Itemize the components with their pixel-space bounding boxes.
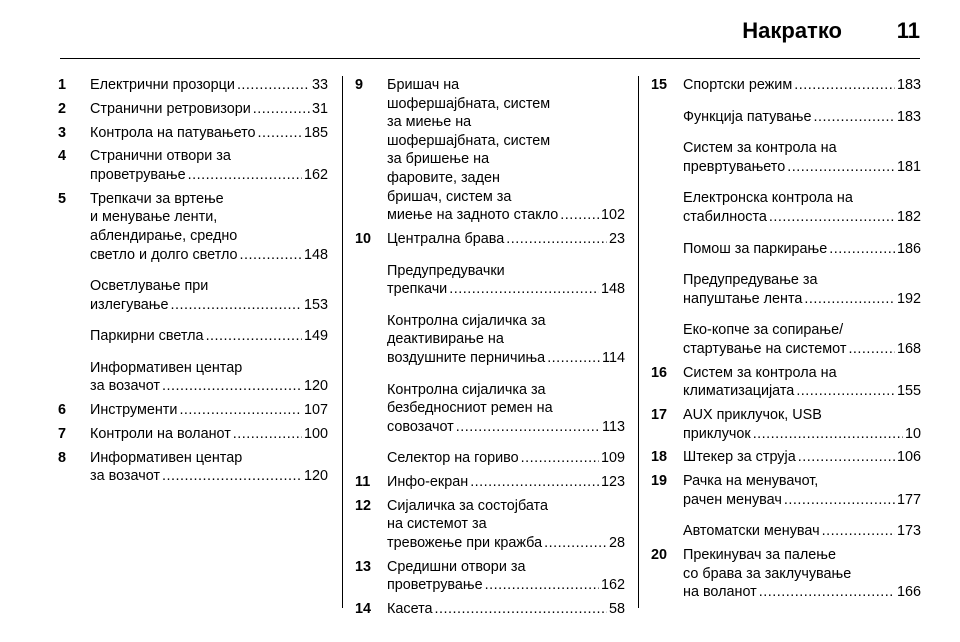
dot-leader	[253, 100, 310, 119]
item-number: 11	[355, 474, 371, 491]
item-number: 9	[355, 77, 364, 93]
entry-last-line	[90, 467, 328, 486]
entry-text: Паркирни светла	[90, 328, 204, 345]
item-number: 20	[651, 547, 668, 564]
entry-last-line	[387, 449, 625, 468]
entry-text: рачен менувач	[683, 491, 782, 508]
entry-text: аблендирање, средно	[90, 227, 238, 244]
entry-text: за возачот	[90, 378, 160, 395]
entry-last-line	[90, 327, 328, 346]
index-entry	[58, 100, 328, 119]
entry-text: Помош за паркирање	[683, 240, 828, 257]
page-reference: 181	[896, 158, 921, 175]
item-number: 2	[58, 100, 67, 117]
index-entry	[58, 359, 328, 396]
entry-text: Контрола на патувањето	[90, 124, 256, 141]
index-column-2	[355, 76, 625, 619]
page-reference: 173	[896, 523, 921, 540]
item-number: 1	[58, 77, 67, 93]
entry-last-line	[683, 448, 921, 467]
index-entry	[651, 448, 921, 467]
index-entry	[651, 546, 921, 602]
entry-last-line	[683, 108, 921, 127]
index-entry	[58, 449, 328, 486]
dot-leader	[547, 349, 600, 368]
dot-leader	[258, 124, 302, 143]
page-reference: 123	[600, 474, 625, 491]
dot-leader	[521, 449, 599, 468]
entry-last-line	[683, 290, 921, 309]
entry-text: Систем за контрола на	[683, 364, 837, 381]
index-entry	[58, 327, 328, 346]
page-reference: 107	[303, 402, 328, 419]
entry-text: Информативен центар	[90, 359, 243, 376]
entry-text: шофершајбната, систем	[387, 95, 551, 112]
entry-last-line	[90, 76, 328, 95]
entry-text: фаровите, заден	[387, 169, 500, 186]
dot-leader	[237, 76, 310, 95]
entry-last-line	[683, 208, 921, 227]
entry-last-line	[387, 534, 625, 553]
dot-leader	[829, 240, 895, 259]
header-divider	[60, 58, 920, 59]
page-reference: 100	[303, 426, 328, 443]
entry-text: Осветлување при	[90, 278, 209, 295]
entry-last-line	[387, 230, 625, 249]
page-reference: 149	[303, 328, 328, 345]
entry-text: бришач, систем за	[387, 188, 512, 205]
entry-text: Селектор на гориво	[387, 450, 519, 467]
page-number: 11	[896, 18, 920, 43]
item-number: 19	[651, 473, 668, 490]
entry-text: на системот за	[387, 516, 487, 533]
entry-last-line	[683, 522, 921, 541]
entry-text: Систем за контрола на	[683, 140, 837, 157]
index-entry	[58, 401, 328, 420]
entry-text: за бришење на	[387, 151, 490, 168]
entry-last-line	[683, 158, 921, 177]
page-reference: 153	[303, 296, 328, 313]
entry-text: приклучок	[683, 425, 751, 442]
entry-text: за миење на	[387, 114, 472, 131]
entry-last-line	[90, 296, 328, 315]
item-number: 14	[355, 601, 372, 618]
item-number: 12	[355, 497, 372, 514]
page-reference: 113	[602, 418, 625, 435]
column-divider	[342, 76, 343, 608]
dot-leader	[456, 418, 600, 437]
dot-leader	[804, 290, 895, 309]
entry-last-line	[90, 425, 328, 444]
entry-last-line	[90, 401, 328, 420]
page-reference: 183	[896, 77, 921, 93]
dot-leader	[769, 208, 895, 227]
dot-leader	[759, 583, 895, 602]
dot-leader	[435, 600, 607, 619]
page-header	[60, 16, 920, 50]
entry-text: Трепкачи за вртење	[90, 190, 224, 207]
index-entry	[651, 139, 921, 176]
entry-text: со брава за заклучување	[683, 565, 852, 582]
dot-leader	[544, 534, 607, 553]
entry-text: тревожење при кражба	[387, 535, 543, 552]
item-number: 15	[651, 77, 668, 93]
entry-text: стартување на системот	[683, 340, 847, 357]
entry-last-line	[90, 246, 328, 265]
entry-last-line	[683, 491, 921, 510]
page-reference: 120	[303, 468, 328, 485]
index-entry	[355, 312, 625, 368]
entry-text: Рачка на менувачот,	[683, 473, 819, 490]
entry-text: Функција патување	[683, 108, 812, 125]
dot-leader	[485, 576, 599, 595]
index-entry	[58, 124, 328, 143]
index-entry	[651, 321, 921, 358]
entry-text: Електронска контрола на	[683, 190, 853, 207]
entry-text: Сијаличка за состојбата	[387, 497, 548, 514]
index-entry	[355, 449, 625, 468]
entry-text: стабилноста	[683, 208, 767, 225]
entry-text: Информативен центар	[90, 449, 243, 466]
page-reference: 183	[896, 108, 921, 125]
page-reference: 106	[896, 449, 921, 466]
page-reference: 109	[600, 450, 625, 467]
entry-last-line	[387, 418, 625, 437]
entry-last-line	[90, 377, 328, 396]
entry-last-line	[387, 349, 625, 368]
item-number: 5	[58, 190, 67, 207]
item-number: 3	[58, 124, 67, 141]
index-entry	[355, 381, 625, 437]
dot-leader	[206, 327, 302, 346]
page-reference: 168	[896, 340, 921, 357]
page-reference: 10	[904, 425, 921, 442]
column-divider	[638, 76, 639, 608]
entry-text: Централна брава	[387, 230, 505, 247]
entry-text: Странични отвори за	[90, 148, 231, 165]
dot-leader	[162, 467, 302, 486]
page-reference: 182	[896, 208, 921, 225]
entry-text: воздушните перничиња	[387, 349, 546, 366]
entry-text: Контролна сијаличка за	[387, 381, 546, 398]
index-entry	[651, 76, 921, 95]
index-entry	[651, 472, 921, 509]
entry-last-line	[683, 425, 921, 444]
dot-leader	[798, 448, 895, 467]
dot-leader	[848, 340, 895, 359]
entry-text: и менување ленти,	[90, 209, 218, 226]
index-entry	[651, 522, 921, 541]
page-reference: 28	[608, 535, 625, 552]
index-entry	[58, 277, 328, 314]
entry-text: шофершајбната, систем	[387, 132, 551, 149]
page-reference: 186	[896, 240, 921, 257]
entry-last-line	[683, 583, 921, 602]
page-title: Накратко	[742, 18, 842, 43]
index-entry	[355, 262, 625, 299]
page-reference: 155	[896, 383, 921, 400]
entry-text: Контроли на воланот	[90, 426, 231, 443]
page-reference: 114	[602, 349, 625, 366]
entry-text: Еко-копче за сопирање/	[683, 322, 844, 339]
item-number: 8	[58, 449, 67, 466]
entry-last-line	[387, 600, 625, 619]
entry-text: Прекинувач за палење	[683, 547, 836, 564]
page-reference: 58	[608, 601, 625, 618]
entry-text: Бришач на	[387, 77, 460, 93]
dot-leader	[753, 425, 903, 444]
item-number: 13	[355, 558, 372, 575]
dot-leader	[233, 425, 302, 444]
page-reference: 192	[896, 290, 921, 307]
entry-text: Средишни отвори за	[387, 558, 526, 575]
index-entry	[651, 108, 921, 127]
entry-last-line	[90, 100, 328, 119]
dot-leader	[796, 382, 895, 401]
entry-text: совозачот	[387, 418, 454, 435]
index-entry	[58, 76, 328, 95]
entry-text: AUX приклучок, USB	[683, 407, 822, 424]
page-reference: 166	[896, 584, 921, 601]
entry-text: Електрични прозорци	[90, 77, 235, 93]
item-number: 17	[651, 407, 668, 424]
item-number: 7	[58, 426, 67, 443]
index-entry	[651, 240, 921, 259]
entry-text: Предупредување за	[683, 272, 818, 289]
dot-leader	[506, 230, 607, 249]
page-reference: 23	[608, 230, 625, 247]
entry-text: превртувањето	[683, 158, 786, 175]
entry-last-line	[387, 473, 625, 492]
entry-text: Инфо-екран	[387, 474, 469, 491]
page-reference: 162	[303, 166, 328, 183]
index-entry	[355, 497, 625, 553]
index-entry	[355, 76, 625, 225]
dot-leader	[449, 280, 599, 299]
dot-leader	[162, 377, 302, 396]
page-reference: 177	[896, 491, 921, 508]
entry-text: Автоматски менувач	[683, 523, 820, 540]
index-entry	[651, 271, 921, 308]
dot-leader	[470, 473, 599, 492]
index-entry	[355, 230, 625, 249]
entry-text: напуштање лента	[683, 290, 803, 307]
index-entry	[355, 600, 625, 619]
entry-text: климатизацијата	[683, 383, 795, 400]
item-number: 16	[651, 364, 668, 381]
entry-text: Контролна сијаличка за	[387, 312, 546, 329]
entry-last-line	[387, 280, 625, 299]
index-entry	[58, 147, 328, 184]
entry-text: трепкачи	[387, 281, 448, 298]
index-entry	[651, 189, 921, 226]
entry-text: Касета	[387, 601, 433, 618]
entry-text: деактивирање на	[387, 331, 504, 348]
item-number: 6	[58, 402, 67, 419]
index-column-1	[58, 76, 328, 486]
entry-text: светло и долго светло	[90, 246, 238, 263]
page-reference: 120	[303, 378, 328, 395]
entry-text: Инструменти	[90, 402, 178, 419]
page-reference: 185	[303, 124, 328, 141]
entry-last-line	[683, 382, 921, 401]
page-reference: 33	[311, 77, 328, 93]
entry-text: Спортски режим	[683, 77, 793, 93]
dot-leader	[179, 401, 302, 420]
entry-text: Штекер за струја	[683, 449, 796, 466]
index-entry	[355, 558, 625, 595]
index-entry	[651, 406, 921, 443]
entry-last-line	[683, 76, 921, 95]
page-reference: 162	[600, 577, 625, 594]
dot-leader	[171, 296, 302, 315]
entry-text: за возачот	[90, 468, 160, 485]
item-number: 4	[58, 148, 67, 165]
index-entry	[355, 473, 625, 492]
entry-text: излегување	[90, 296, 169, 313]
page-reference: 148	[600, 281, 625, 298]
dot-leader	[560, 206, 599, 225]
entry-text: Странични ретровизори	[90, 100, 251, 117]
index-entry	[651, 364, 921, 401]
index-entry	[58, 425, 328, 444]
entry-last-line	[387, 576, 625, 595]
dot-leader	[784, 491, 895, 510]
entry-last-line	[90, 166, 328, 185]
entry-last-line	[90, 124, 328, 143]
entry-last-line	[683, 240, 921, 259]
entry-text: проветрување	[387, 577, 483, 594]
item-number: 18	[651, 449, 668, 466]
entry-text: на воланот	[683, 584, 757, 601]
dot-leader	[822, 522, 895, 541]
dot-leader	[787, 158, 895, 177]
dot-leader	[813, 108, 895, 127]
item-number: 10	[355, 230, 372, 247]
entry-text: миење на задното стакло	[387, 207, 559, 224]
dot-leader	[188, 166, 302, 185]
index-column-3	[651, 76, 921, 602]
page-reference: 31	[311, 100, 328, 117]
dot-leader	[240, 246, 302, 265]
entry-text: безбедносниот ремен на	[387, 400, 553, 417]
dot-leader	[794, 76, 895, 95]
entry-text: Предупредувачки	[387, 262, 505, 279]
entry-last-line	[387, 206, 625, 225]
index-entry	[58, 190, 328, 264]
page-reference: 148	[303, 246, 328, 263]
entry-text: проветрување	[90, 166, 186, 183]
entry-last-line	[683, 340, 921, 359]
page-reference: 102	[600, 207, 625, 224]
